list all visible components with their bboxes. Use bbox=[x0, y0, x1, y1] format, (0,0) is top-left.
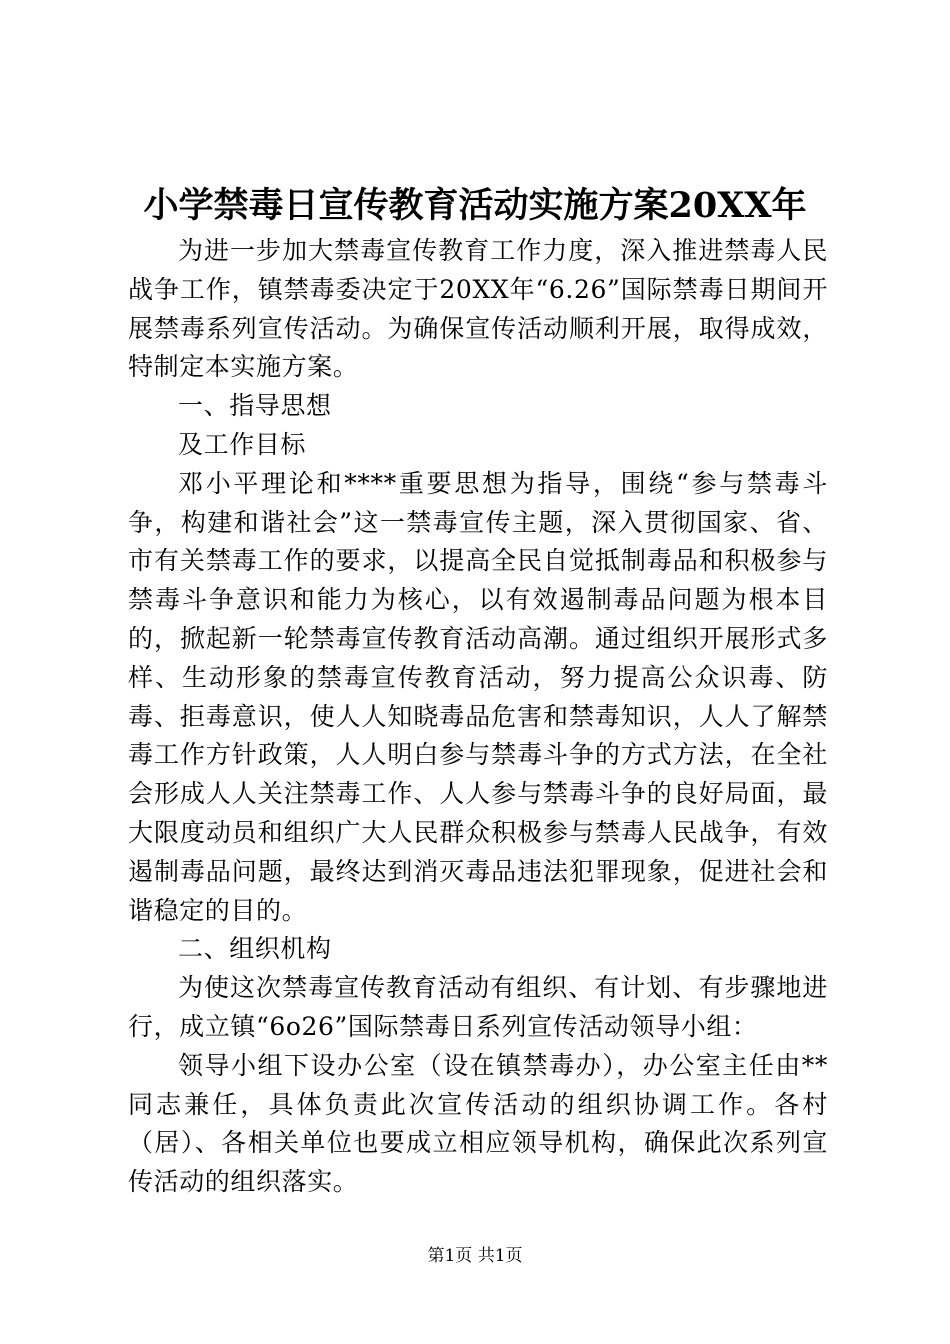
section-heading-guiding-thought: 一、指导思想 bbox=[178, 391, 332, 421]
guiding-thought-paragraph: 邓小平理论和****重要思想为指导，围绕“参与禁毒斗争，构建和谐社会”这一禁毒宣传主题，深入贯彻国家、省、市有关禁毒工作的要求，以提高全民自觉抵制毒品和积极参与禁毒斗争意识和能力为核心，以有效遏制毒品问题为根本目的，掀起新一轮禁毒宣传教育活动高潮。通过组织开展形式多样、生动形象的禁毒宣传教育活动，努力提高公众识毒、防毒、拒毒意识，使人人知晓毒品危害和禁毒知识，人人了解禁毒工作方针政策，人人明白参与禁毒斗争的方式方法，在全社会形成人人关注禁毒工作、人人参与禁毒斗争的良好局面，最大限度动员和组织广大人民群众积极参与禁毒人民战争，有效遏制毒品问题，最终达到消灭毒品违法犯罪现象，促进社会和谐稳定的目的。 bbox=[128, 468, 828, 925]
organization-paragraph: 为使这次禁毒宣传教育活动有组织、有计划、有步骤地进行，成立镇“6o26”国际禁毒日系列宣传活动领导小组： bbox=[128, 973, 828, 1041]
section-heading-organization: 二、组织机构 bbox=[178, 934, 332, 964]
page-footer: 第1页 共1页 bbox=[427, 1246, 523, 1266]
office-paragraph: 领导小组下设办公室（设在镇禁毒办），办公室主任由**同志兼任，具体负责此次宣传活动的组织协调工作。各村（居）、各相关单位也要成立相应领导机构，确保此次系列宣传活动的组织落实。 bbox=[128, 1050, 828, 1197]
document-title: 小学禁毒日宣传教育活动实施方案20XX年 bbox=[143, 185, 807, 226]
section-heading-work-goals: 及工作目标 bbox=[178, 429, 307, 459]
document-body bbox=[128, 232, 828, 1202]
intro-paragraph: 为进一步加大禁毒宣传教育工作力度，深入推进禁毒人民战争工作，镇禁毒委决定于20XX年“6.26”国际禁毒日期间开展禁毒系列宣传活动。为确保宣传活动顺利开展，取得成效，特制定本实施方案。 bbox=[128, 236, 828, 382]
